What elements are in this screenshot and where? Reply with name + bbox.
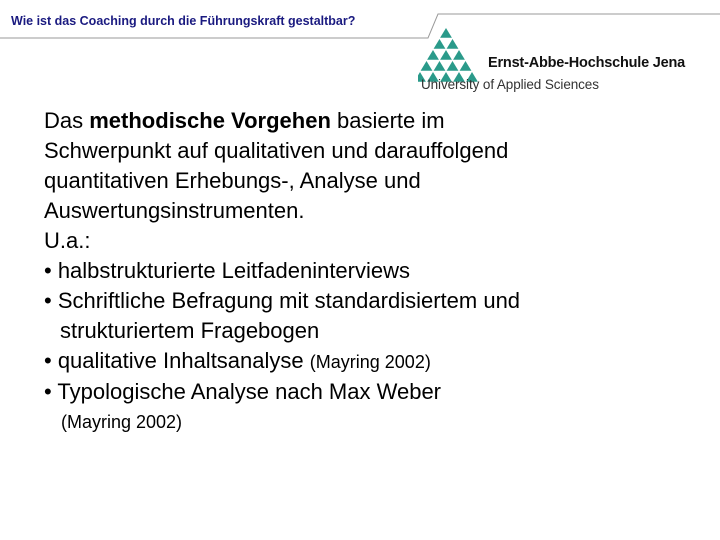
bullet-text: • qualitative Inhaltsanalyse <box>44 348 310 373</box>
bullet-item: • Schriftliche Befragung mit standardisiertem und <box>44 288 521 313</box>
logo-triangle <box>453 50 465 60</box>
intro-line <box>44 106 704 136</box>
ua-label: U.a.: <box>44 228 91 253</box>
logo-triangle <box>427 50 439 60</box>
university-subtitle: University of Applied Sciences <box>421 77 599 92</box>
bullet-continuation-text: strukturiertem Fragebogen <box>60 318 320 343</box>
slide-title: Wie ist das Coaching durch die Führungskraft gestaltbar? <box>11 14 356 28</box>
body-line-4: Auswertungsinstrumenten. <box>44 198 305 223</box>
bullet-item <box>44 346 704 377</box>
logo-triangle <box>434 39 446 49</box>
bullet-continuation <box>44 316 704 346</box>
citation: (Mayring 2002) <box>61 412 183 432</box>
logo-triangle <box>440 50 452 60</box>
slide-body <box>44 106 704 437</box>
bullet-item: • Typologische Analyse nach Max Weber <box>44 379 441 404</box>
intro-post: basierte im <box>330 108 445 133</box>
body-line-3: quantitativen Erhebungs-, Analyse und <box>44 168 421 193</box>
logo-triangle <box>434 61 446 71</box>
body-line-2: Schwerpunkt auf qualitativen und darauffolgend <box>44 138 509 163</box>
logo-triangle <box>421 61 433 71</box>
logo-triangle <box>440 28 452 38</box>
logo-triangle <box>447 39 459 49</box>
citation: (Mayring 2002) <box>309 352 431 372</box>
university-name: Ernst-Abbe-Hochschule Jena <box>488 55 686 71</box>
logo-triangle <box>460 61 472 71</box>
intro-bold: methodische Vorgehen <box>89 108 331 133</box>
intro-pre: Das <box>44 108 90 133</box>
logo-triangle <box>447 61 459 71</box>
bullet-item: • halbstrukturierte Leitfadeninterviews <box>44 258 410 283</box>
